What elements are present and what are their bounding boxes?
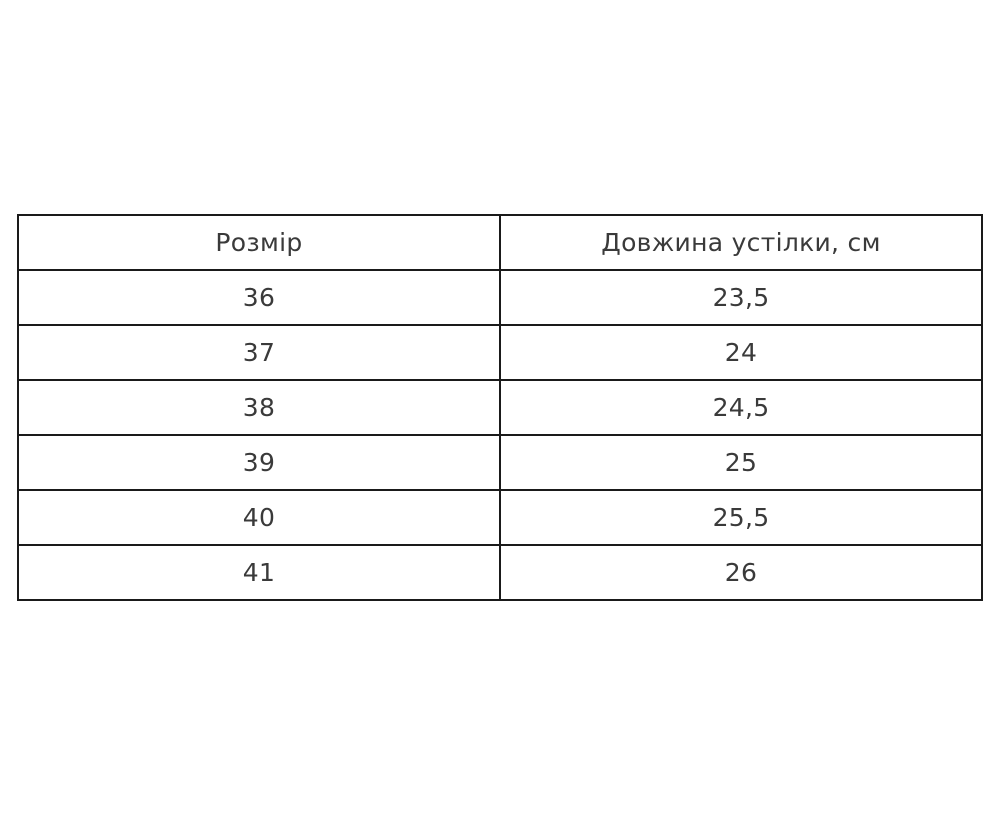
size-cell: 38 (18, 380, 500, 435)
insole-length-cell: 25,5 (500, 490, 982, 545)
size-cell: 41 (18, 545, 500, 600)
column-header-insole-length: Довжина устілки, см (500, 215, 982, 270)
size-cell: 39 (18, 435, 500, 490)
size-cell: 37 (18, 325, 500, 380)
insole-length-cell: 24 (500, 325, 982, 380)
insole-length-cell: 24,5 (500, 380, 982, 435)
table-row (18, 325, 982, 380)
size-cell: 40 (18, 490, 500, 545)
insole-length-cell: 23,5 (500, 270, 982, 325)
table-row (18, 545, 982, 600)
table-row (18, 270, 982, 325)
column-header-size: Розмір (18, 215, 500, 270)
size-table (17, 214, 983, 601)
table-header-row (18, 215, 982, 270)
table-row (18, 435, 982, 490)
insole-length-cell: 26 (500, 545, 982, 600)
size-cell: 36 (18, 270, 500, 325)
table-row (18, 490, 982, 545)
table-row (18, 380, 982, 435)
insole-length-cell: 25 (500, 435, 982, 490)
